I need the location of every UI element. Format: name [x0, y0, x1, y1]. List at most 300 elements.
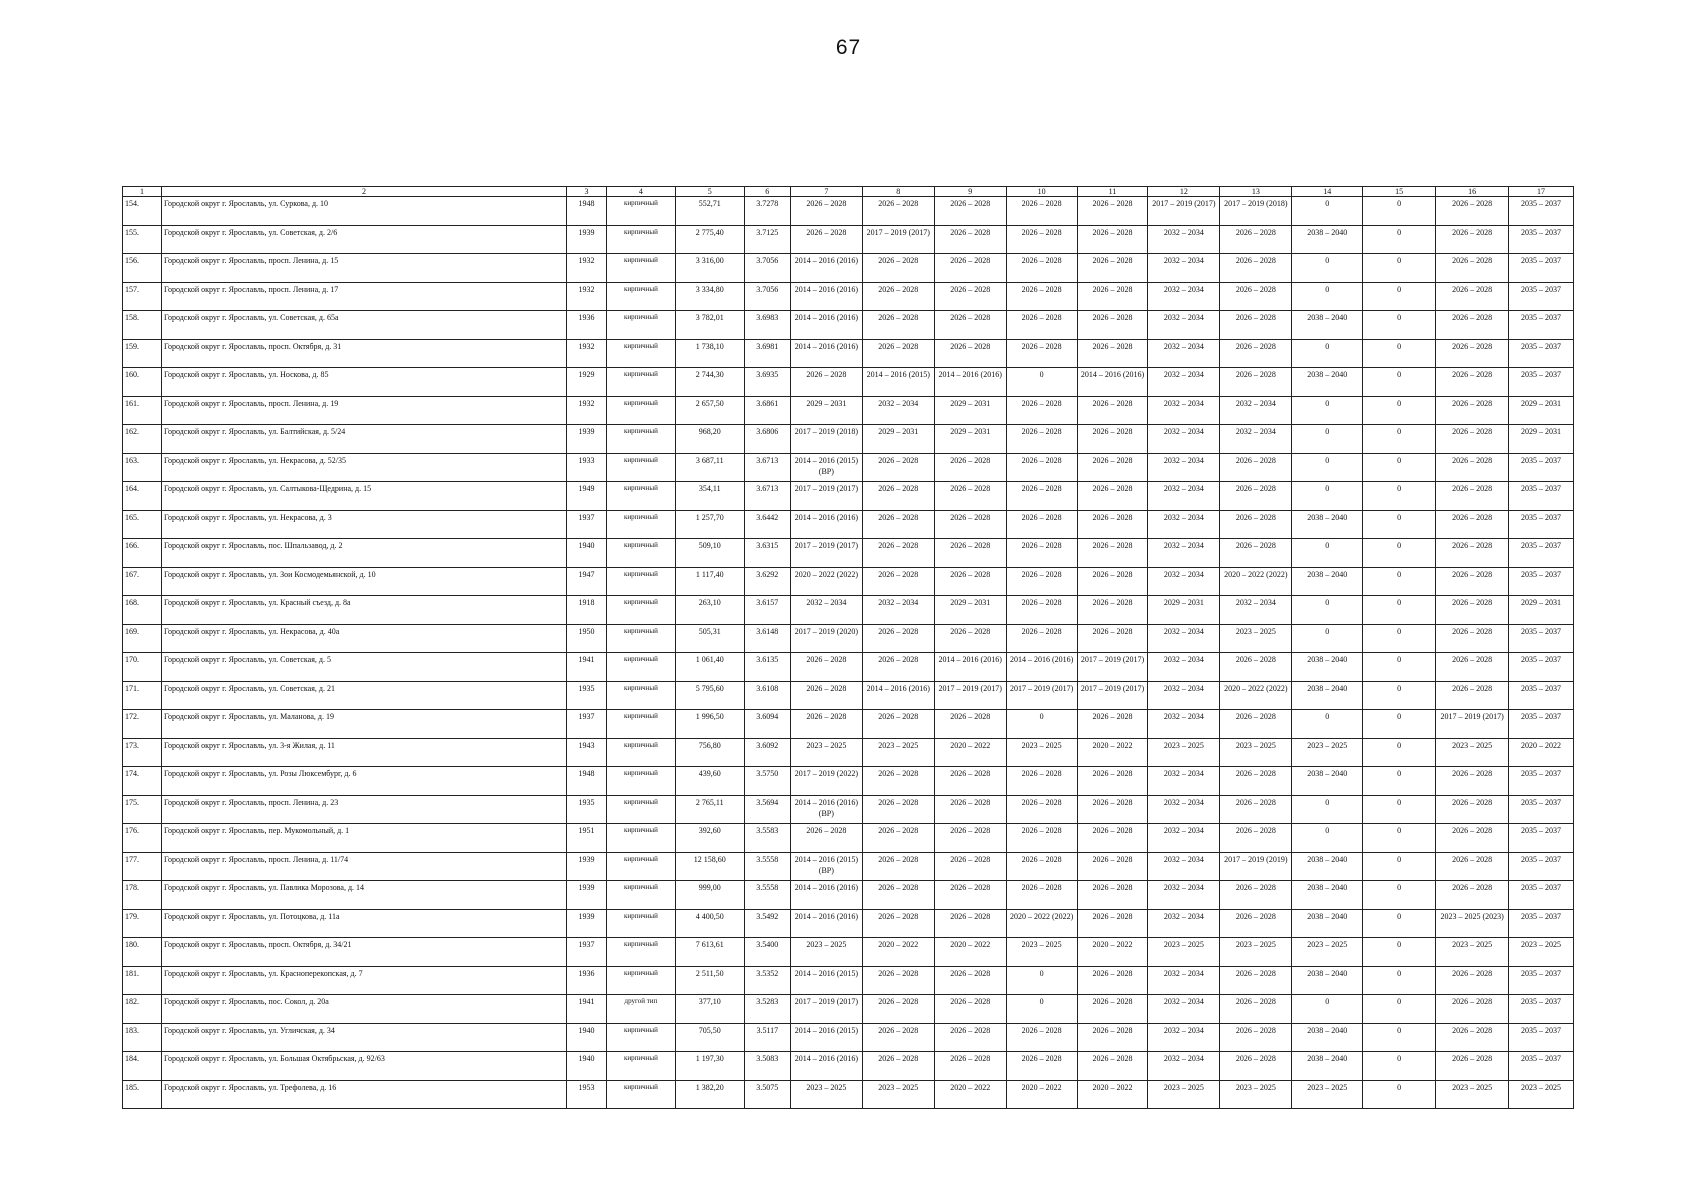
table-row: [123, 995, 1574, 1024]
table-cell: 2014 – 2016 (2016): [790, 881, 862, 910]
table-cell: 2026 – 2028: [1077, 710, 1148, 739]
table-cell: 3.6094: [744, 710, 790, 739]
table-cell: 1 061,40: [675, 653, 744, 682]
table-cell: 2026 – 2028: [1006, 852, 1077, 881]
table-cell: 0: [1363, 282, 1436, 311]
table-cell: 2026 – 2028: [1220, 795, 1292, 824]
table-cell: 2026 – 2028: [1006, 624, 1077, 653]
table-cell: 2026 – 2028: [1006, 311, 1077, 340]
row-number-cell: 173.: [123, 738, 162, 767]
page-number: 67: [835, 36, 862, 59]
table-cell: 1 197,30: [675, 1052, 744, 1081]
table-cell: 2014 – 2016 (2016): [934, 368, 1006, 397]
table-cell: 2017 – 2019 (2018): [790, 425, 862, 454]
table-cell: 0: [1363, 482, 1436, 511]
table-cell: 3.5117: [744, 1023, 790, 1052]
table-cell: 2023 – 2025: [1509, 938, 1574, 967]
table-cell: 2026 – 2028: [934, 624, 1006, 653]
table-cell: 2032 – 2034: [1220, 596, 1292, 625]
table-cell: 2014 – 2016 (2016): [1077, 368, 1148, 397]
table-cell: 2 511,50: [675, 966, 744, 995]
table-cell: 1929: [566, 368, 606, 397]
column-header-10: 10: [1006, 187, 1077, 197]
table-cell: 2 744,30: [675, 368, 744, 397]
table-cell: 2023 – 2025: [790, 938, 862, 967]
address-cell: Городской округ г. Ярославль, ул. Павлика Морозова, д. 14: [162, 881, 567, 910]
table-cell: 2026 – 2028: [1077, 225, 1148, 254]
table-cell: 1941: [566, 653, 606, 682]
table-cell: 2026 – 2028: [1006, 539, 1077, 568]
address-cell: Городской округ г. Ярославль, ул. Большая Октябрьская, д. 92/63: [162, 1052, 567, 1081]
table-cell: 0: [1292, 425, 1363, 454]
address-cell: Городской округ г. Ярославль, просп. Ленина, д. 11/74: [162, 852, 567, 881]
table-cell: кирпичный: [606, 510, 675, 539]
table-cell: 2026 – 2028: [934, 339, 1006, 368]
table-cell: 2026 – 2028: [862, 254, 934, 283]
table-cell: 2026 – 2028: [934, 852, 1006, 881]
table-cell: 2026 – 2028: [934, 966, 1006, 995]
table-cell: 2026 – 2028: [1006, 881, 1077, 910]
table-cell: 0: [1363, 624, 1436, 653]
address-cell: Городской округ г. Ярославль, ул. Некрасова, д. 3: [162, 510, 567, 539]
table-cell: кирпичный: [606, 710, 675, 739]
table-cell: 2026 – 2028: [1077, 396, 1148, 425]
table-cell: 2038 – 2040: [1292, 909, 1363, 938]
table-cell: 2032 – 2034: [1148, 767, 1220, 796]
table-cell: 2014 – 2016 (2015): [790, 1023, 862, 1052]
table-cell: 2026 – 2028: [934, 1023, 1006, 1052]
table-cell: 2029 – 2031: [1509, 425, 1574, 454]
table-cell: 0: [1292, 282, 1363, 311]
table-cell: 1939: [566, 881, 606, 910]
address-cell: Городской округ г. Ярославль, ул. 3-я Жилая, д. 11: [162, 738, 567, 767]
table-cell: 2026 – 2028: [1077, 909, 1148, 938]
table-cell: 2035 – 2037: [1509, 881, 1574, 910]
table-row: [123, 710, 1574, 739]
row-number-cell: 183.: [123, 1023, 162, 1052]
table-cell: 2032 – 2034: [1148, 254, 1220, 283]
table-row: [123, 396, 1574, 425]
address-cell: Городской округ г. Ярославль, ул. Некрасова, д. 40а: [162, 624, 567, 653]
table-cell: 0: [1363, 453, 1436, 482]
table-cell: 2026 – 2028: [1436, 453, 1509, 482]
table-cell: кирпичный: [606, 567, 675, 596]
table-cell: 2026 – 2028: [1006, 767, 1077, 796]
row-number-cell: 156.: [123, 254, 162, 283]
table-cell: 0: [1363, 1052, 1436, 1081]
table-cell: 0: [1363, 824, 1436, 853]
table-cell: 2032 – 2034: [1148, 653, 1220, 682]
table-cell: кирпичный: [606, 197, 675, 226]
table-cell: 2035 – 2037: [1509, 1023, 1574, 1052]
table-cell: 1937: [566, 510, 606, 539]
table-cell: 3 782,01: [675, 311, 744, 340]
table-cell: 2032 – 2034: [1148, 567, 1220, 596]
table-cell: 2035 – 2037: [1509, 852, 1574, 881]
table-row: [123, 453, 1574, 482]
table-cell: 2026 – 2028: [1436, 282, 1509, 311]
table-cell: 2026 – 2028: [790, 681, 862, 710]
table-cell: 3.5694: [744, 795, 790, 824]
table-cell: 1932: [566, 396, 606, 425]
column-header-15: 15: [1363, 187, 1436, 197]
address-cell: Городской округ г. Ярославль, просп. Ленина, д. 23: [162, 795, 567, 824]
table-cell: 0: [1292, 197, 1363, 226]
column-header-9: 9: [934, 187, 1006, 197]
table-cell: 2023 – 2025: [1220, 624, 1292, 653]
table-cell: 2020 – 2022: [1006, 1080, 1077, 1109]
table-cell: 3.6935: [744, 368, 790, 397]
table-cell: 3.6981: [744, 339, 790, 368]
table-cell: 2014 – 2016 (2016): [790, 510, 862, 539]
table-cell: 0: [1006, 368, 1077, 397]
table-cell: 2026 – 2028: [934, 197, 1006, 226]
table-cell: 2026 – 2028: [1436, 311, 1509, 340]
table-cell: 2014 – 2016 (2016): [790, 1052, 862, 1081]
table-cell: 2026 – 2028: [1077, 282, 1148, 311]
table-cell: 2032 – 2034: [862, 596, 934, 625]
row-number-cell: 178.: [123, 881, 162, 910]
table-cell: 2035 – 2037: [1509, 510, 1574, 539]
table-cell: 2029 – 2031: [934, 425, 1006, 454]
table-cell: 2035 – 2037: [1509, 995, 1574, 1024]
table-cell: 1949: [566, 482, 606, 511]
table-cell: кирпичный: [606, 225, 675, 254]
table-row: [123, 938, 1574, 967]
table-cell: 2026 – 2028: [934, 710, 1006, 739]
table-cell: 0: [1363, 710, 1436, 739]
table-cell: 2017 – 2019 (2022): [790, 767, 862, 796]
table-cell: 3.5083: [744, 1052, 790, 1081]
table-cell: 0: [1363, 653, 1436, 682]
row-number-cell: 168.: [123, 596, 162, 625]
table-cell: 3.5400: [744, 938, 790, 967]
table-cell: кирпичный: [606, 1023, 675, 1052]
table-cell: 552,71: [675, 197, 744, 226]
table-cell: 2023 – 2025: [1509, 1080, 1574, 1109]
table-cell: 3.6442: [744, 510, 790, 539]
table-cell: 2038 – 2040: [1292, 966, 1363, 995]
table-cell: 0: [1363, 396, 1436, 425]
table-cell: 1950: [566, 624, 606, 653]
address-cell: Городской округ г. Ярославль, пер. Мукомольный, д. 1: [162, 824, 567, 853]
table-cell: 2026 – 2028: [934, 539, 1006, 568]
table-cell: 2026 – 2028: [934, 482, 1006, 511]
table-cell: 2035 – 2037: [1509, 795, 1574, 824]
table-cell: 3.5283: [744, 995, 790, 1024]
table-cell: 2032 – 2034: [1148, 795, 1220, 824]
table-cell: 2032 – 2034: [1148, 852, 1220, 881]
table-cell: 2035 – 2037: [1509, 339, 1574, 368]
table-cell: 2026 – 2028: [934, 1052, 1006, 1081]
table-cell: 2035 – 2037: [1509, 624, 1574, 653]
table-cell: 0: [1363, 339, 1436, 368]
table-cell: 2035 – 2037: [1509, 225, 1574, 254]
table-cell: 12 158,60: [675, 852, 744, 881]
table-cell: 1 257,70: [675, 510, 744, 539]
table-cell: 0: [1292, 539, 1363, 568]
table-cell: 1947: [566, 567, 606, 596]
table-cell: 2026 – 2028: [1077, 311, 1148, 340]
table-cell: 2026 – 2028: [862, 311, 934, 340]
header-row: [123, 187, 1574, 197]
table-cell: 2026 – 2028: [862, 995, 934, 1024]
table-cell: 0: [1363, 510, 1436, 539]
table-cell: 4 400,50: [675, 909, 744, 938]
table-cell: 2032 – 2034: [1148, 368, 1220, 397]
table-cell: 2020 – 2022 (2022): [790, 567, 862, 596]
table-cell: 2017 – 2019 (2017): [790, 482, 862, 511]
table-cell: 0: [1363, 197, 1436, 226]
row-number-cell: 181.: [123, 966, 162, 995]
row-number-cell: 182.: [123, 995, 162, 1024]
row-number-cell: 177.: [123, 852, 162, 881]
table-cell: 2026 – 2028: [934, 510, 1006, 539]
table-cell: 2026 – 2028: [862, 966, 934, 995]
table-cell: 354,11: [675, 482, 744, 511]
row-number-cell: 159.: [123, 339, 162, 368]
table-cell: 0: [1006, 710, 1077, 739]
table-cell: 2029 – 2031: [1509, 596, 1574, 625]
table-cell: 2023 – 2025: [790, 1080, 862, 1109]
table-cell: 1940: [566, 539, 606, 568]
table-cell: 1940: [566, 1023, 606, 1052]
table-cell: 2026 – 2028: [1436, 482, 1509, 511]
table-cell: 2026 – 2028: [1220, 1023, 1292, 1052]
column-header-8: 8: [862, 187, 934, 197]
table-cell: 968,20: [675, 425, 744, 454]
address-cell: Городской округ г. Ярославль, ул. Балтийская, д. 5/24: [162, 425, 567, 454]
table-cell: 2020 – 2022: [934, 1080, 1006, 1109]
table-row: [123, 852, 1574, 881]
address-cell: Городской округ г. Ярославль, ул. Трефолева, д. 16: [162, 1080, 567, 1109]
table-row: [123, 225, 1574, 254]
table-cell: 2026 – 2028: [934, 795, 1006, 824]
table-cell: кирпичный: [606, 738, 675, 767]
table-cell: 1939: [566, 425, 606, 454]
table-cell: 2023 – 2025: [1292, 938, 1363, 967]
table-row: [123, 795, 1574, 824]
table-cell: 2026 – 2028: [1220, 909, 1292, 938]
table-cell: 2032 – 2034: [1148, 824, 1220, 853]
table-cell: 2026 – 2028: [1436, 339, 1509, 368]
table-cell: 2023 – 2025: [790, 738, 862, 767]
table-cell: 2 765,11: [675, 795, 744, 824]
table-cell: 2017 – 2019 (2017): [1006, 681, 1077, 710]
table-cell: 2026 – 2028: [1436, 596, 1509, 625]
address-cell: Городской округ г. Ярославль, пос. Сокол, д. 20а: [162, 995, 567, 1024]
table-cell: 2020 – 2022: [1077, 938, 1148, 967]
table-cell: кирпичный: [606, 368, 675, 397]
row-number-cell: 171.: [123, 681, 162, 710]
table-cell: 1 382,20: [675, 1080, 744, 1109]
table-cell: 2032 – 2034: [1148, 225, 1220, 254]
table-cell: 2026 – 2028: [1436, 539, 1509, 568]
row-number-cell: 161.: [123, 396, 162, 425]
address-cell: Городской округ г. Ярославль, ул. Советская, д. 2/6: [162, 225, 567, 254]
table-cell: 2026 – 2028: [862, 909, 934, 938]
address-cell: Городской округ г. Ярославль, пос. Шпальзавод, д. 2: [162, 539, 567, 568]
table-cell: 2026 – 2028: [1077, 453, 1148, 482]
table-cell: 3.7125: [744, 225, 790, 254]
table-cell: 2026 – 2028: [862, 1023, 934, 1052]
table-cell: 2026 – 2028: [1436, 1052, 1509, 1081]
table-cell: 1937: [566, 710, 606, 739]
table-cell: 3.5558: [744, 852, 790, 881]
table-cell: 2035 – 2037: [1509, 311, 1574, 340]
table-cell: 2026 – 2028: [1077, 596, 1148, 625]
table-cell: 1937: [566, 938, 606, 967]
table-cell: 3.6148: [744, 624, 790, 653]
table-cell: 2038 – 2040: [1292, 311, 1363, 340]
table-cell: 2032 – 2034: [1148, 311, 1220, 340]
table-cell: 2032 – 2034: [1148, 624, 1220, 653]
table-cell: 2026 – 2028: [1006, 225, 1077, 254]
row-number-cell: 154.: [123, 197, 162, 226]
table-cell: 505,31: [675, 624, 744, 653]
table-cell: 2020 – 2022: [1509, 738, 1574, 767]
table-row: [123, 567, 1574, 596]
table-cell: 2032 – 2034: [1148, 966, 1220, 995]
table-cell: кирпичный: [606, 254, 675, 283]
address-cell: Городской округ г. Ярославль, ул. Маланова, д. 19: [162, 710, 567, 739]
address-cell: Городской округ г. Ярославль, ул. Розы Люксембург, д. 6: [162, 767, 567, 796]
table-cell: 3 687,11: [675, 453, 744, 482]
table-cell: 3.6806: [744, 425, 790, 454]
table-row: [123, 425, 1574, 454]
table-cell: 2026 – 2028: [862, 1052, 934, 1081]
table-cell: 2017 – 2019 (2017): [1148, 197, 1220, 226]
row-number-cell: 162.: [123, 425, 162, 454]
table-cell: 3.6157: [744, 596, 790, 625]
table-cell: 2020 – 2022: [1077, 738, 1148, 767]
table-cell: 2026 – 2028: [862, 567, 934, 596]
table-cell: 2014 – 2016 (2015): [790, 966, 862, 995]
column-header-16: 16: [1436, 187, 1509, 197]
table-cell: 2032 – 2034: [1148, 1023, 1220, 1052]
table-cell: 2026 – 2028: [1006, 396, 1077, 425]
table-cell: кирпичный: [606, 482, 675, 511]
table-cell: 2026 – 2028: [934, 567, 1006, 596]
table-cell: 2026 – 2028: [1077, 824, 1148, 853]
table-cell: 0: [1363, 425, 1436, 454]
table-cell: 1 738,10: [675, 339, 744, 368]
table-cell: кирпичный: [606, 596, 675, 625]
table-cell: 2032 – 2034: [1148, 282, 1220, 311]
table-cell: 2035 – 2037: [1509, 1052, 1574, 1081]
table-cell: 0: [1292, 824, 1363, 853]
row-number-cell: 179.: [123, 909, 162, 938]
table-cell: 2035 – 2037: [1509, 966, 1574, 995]
column-header-11: 11: [1077, 187, 1148, 197]
row-number-cell: 176.: [123, 824, 162, 853]
table-row: [123, 966, 1574, 995]
table-cell: 756,80: [675, 738, 744, 767]
table-cell: 0: [1363, 1080, 1436, 1109]
table-cell: 2 775,40: [675, 225, 744, 254]
table-cell: 2032 – 2034: [1148, 909, 1220, 938]
table-cell: 0: [1292, 453, 1363, 482]
table-cell: 2026 – 2028: [1220, 282, 1292, 311]
table-cell: 2032 – 2034: [1148, 425, 1220, 454]
table-cell: 2020 – 2022: [934, 738, 1006, 767]
table-cell: 2026 – 2028: [1220, 824, 1292, 853]
table-cell: 2023 – 2025: [1436, 938, 1509, 967]
address-cell: Городской округ г. Ярославль, просп. Ленина, д. 17: [162, 282, 567, 311]
table-cell: 2035 – 2037: [1509, 453, 1574, 482]
table-cell: 2026 – 2028: [1077, 254, 1148, 283]
row-number-cell: 157.: [123, 282, 162, 311]
table-cell: 2026 – 2028: [1077, 567, 1148, 596]
table-cell: 0: [1363, 909, 1436, 938]
table-cell: 0: [1363, 681, 1436, 710]
table-cell: 2026 – 2028: [790, 710, 862, 739]
table-cell: 3.6092: [744, 738, 790, 767]
table-cell: 2014 – 2016 (2016): [934, 653, 1006, 682]
table-cell: 2026 – 2028: [790, 824, 862, 853]
table-cell: 999,00: [675, 881, 744, 910]
table-cell: 2038 – 2040: [1292, 510, 1363, 539]
table-cell: 2026 – 2028: [1077, 482, 1148, 511]
table-cell: 3.6315: [744, 539, 790, 568]
table-cell: 2026 – 2028: [862, 710, 934, 739]
table-cell: 2038 – 2040: [1292, 852, 1363, 881]
table-cell: 2026 – 2028: [862, 539, 934, 568]
table-cell: 2014 – 2016 (2016): [790, 254, 862, 283]
address-cell: Городской округ г. Ярославль, ул. Зои Космодемьянской, д. 10: [162, 567, 567, 596]
table-row: [123, 738, 1574, 767]
table-cell: 1936: [566, 966, 606, 995]
table-cell: 2032 – 2034: [1148, 453, 1220, 482]
table-cell: 2023 – 2025: [1220, 938, 1292, 967]
table-cell: 2026 – 2028: [862, 653, 934, 682]
table-cell: 2026 – 2028: [934, 282, 1006, 311]
table-cell: 2026 – 2028: [934, 453, 1006, 482]
table-row: [123, 368, 1574, 397]
address-cell: Городской округ г. Ярославль, ул. Салтыкова-Щедрина, д. 15: [162, 482, 567, 511]
table-cell: 1935: [566, 795, 606, 824]
table-cell: 2026 – 2028: [1006, 254, 1077, 283]
table-cell: 1 117,40: [675, 567, 744, 596]
table-cell: 2026 – 2028: [1006, 1023, 1077, 1052]
address-cell: Городской округ г. Ярославль, ул. Красный съезд, д. 8а: [162, 596, 567, 625]
table-cell: 3.7056: [744, 282, 790, 311]
table-cell: 2020 – 2022: [934, 938, 1006, 967]
table-cell: 2026 – 2028: [1220, 767, 1292, 796]
table-cell: 3.6108: [744, 681, 790, 710]
table-cell: 0: [1006, 966, 1077, 995]
table-cell: 2026 – 2028: [1077, 539, 1148, 568]
table-cell: 2026 – 2028: [1077, 767, 1148, 796]
table-cell: 1939: [566, 225, 606, 254]
table-cell: 2026 – 2028: [1220, 653, 1292, 682]
table-cell: 2014 – 2016 (2015): [862, 368, 934, 397]
table-cell: 2026 – 2028: [1436, 254, 1509, 283]
table-cell: 3.5352: [744, 966, 790, 995]
table-cell: 2020 – 2022 (2022): [1006, 909, 1077, 938]
table-cell: 2026 – 2028: [1077, 1052, 1148, 1081]
table-cell: 2017 – 2019 (2017): [1077, 681, 1148, 710]
table-cell: 0: [1292, 482, 1363, 511]
table-cell: 2026 – 2028: [1436, 396, 1509, 425]
table-cell: 2038 – 2040: [1292, 881, 1363, 910]
table-row: [123, 254, 1574, 283]
table-row: [123, 339, 1574, 368]
table-cell: 2014 – 2016 (2015)(ВР): [790, 453, 862, 482]
table-cell: 2020 – 2022: [862, 938, 934, 967]
table-cell: 2026 – 2028: [1436, 881, 1509, 910]
table-cell: 2032 – 2034: [1148, 1052, 1220, 1081]
